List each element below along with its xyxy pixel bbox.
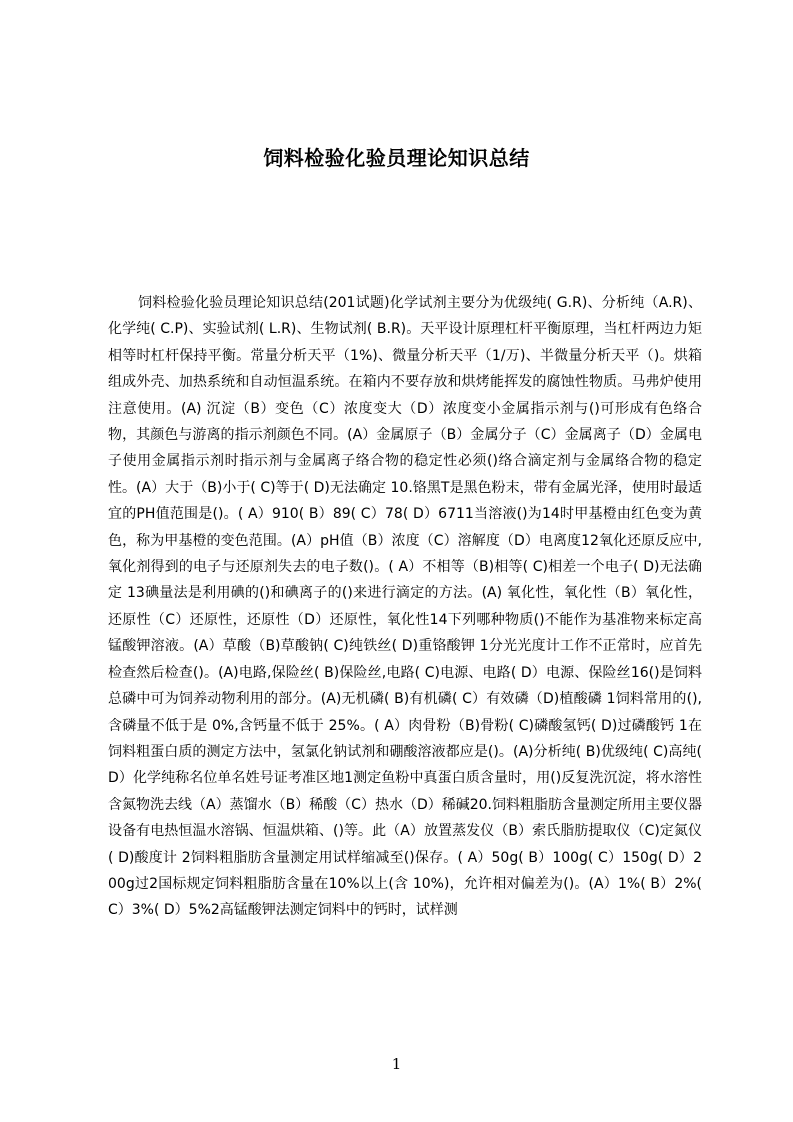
page-number: 1 (391, 1055, 402, 1073)
body-paragraph: 饲料检验化验员理论知识总结(201试题)化学试剂主要分为优级纯( G.R)、分析纯（A.R)、化学纯( C.P)、实验试剂( L.R)、生物试剂( B.R)。天平设计原理杠杆平衡原理，当杠杆两边力矩相等时杠杆保持平衡。常量分析天平（1%)、微量分析天平（1/万)、半微量分析天平（)。烘箱组成外壳、加热系统和自动恒温系统。在箱内不要存放和烘烤能挥发的腐蚀性物质。马弗炉使用注意使用。(A) 沉淀（B）变色（C）浓度变大（D）浓度变小金属指示剂与()可形成有色络合物，其颜色与游离的指示剂颜色不同。(A）金属原子（B）金属分子（C）金属离子（D）金属电子使用金属指示剂时指示剂与金属离子络合物的稳定性必须()络合滴定剂与金属络合物的稳定性。(A）大于（B)小于( C)等于( D)无法确定 10.铬黑T是黑色粉末，带有金属光泽，使用时最适宜的PH值范围是()。( A）910( B）89( C）78( D）6711当溶液()为14时甲基橙由红色变为黄色，称为甲基橙的变色范围。(A）pH值（B）浓度（C）溶解度（D）电离度12氧化还原反应中,氧化剂得到的电子与还原剂失去的电子数()。( A）不相等（B)相等( C)相差一个电子( D)无法确定 13碘量法是利用碘的()和碘离子的()来进行滴定的方法。(A) 氧化性，氧化性（B）氧化性，还原性（C）还原性，还原性（D）还原性，氧化性14下列哪种物质()不能作为基准物来标定高锰酸钾溶液。(A）草酸（B)草酸钠( C)纯铁丝( D)重铬酸钾 1分光光度计工作不正常时，应首先检查然后检查()。(A)电路,保险丝( B)保险丝,电路( C)电源、电路( D）电源、保险丝16()是饲料总磷中可为饲养动物利用的部分。(A)无机磷( B)有机磷( C）有效磷（D)植酸磷 1饲料常用的(),含磷量不低于是 0%,含钙量不低于 25%。( A）肉骨粉（B)骨粉( C)磷酸氢钙( D)过磷酸钙 1在饲料粗蛋白质的测定方法中，氢氯化钠试剂和硼酸溶液都应是()。(A)分析纯( B)优级纯( C)高纯( D）化学纯称名位单名姓号证考准区地1测定鱼粉中真蛋白质含量时，用()反复洗沉淀，将水溶性含氮物洗去线（A）蒸馏水（B）稀酸（C）热水（D）稀碱20.饲料粗脂肪含量测定所用主要仪器设备有电热恒温水溶锅、恒温烘箱、()等。此（A）放置蒸发仪（B）索氏脂肪提取仪（C)定氮仪( D)酸度计 2饲料粗脂肪含量测定用试样缩减至()保存。( A）50g( B）100g( C）150g( D）200g过2国标规定饲料粗脂肪含量在10%以上(含 10%)，允许相对偏差为()。(A）1%( B）2%( C）3%( D）5%2高锰酸钾法测定饲料中的钙时，试样测 (108, 295, 702, 919)
document-title: 饲料检验化验员理论知识总结 (263, 146, 530, 170)
